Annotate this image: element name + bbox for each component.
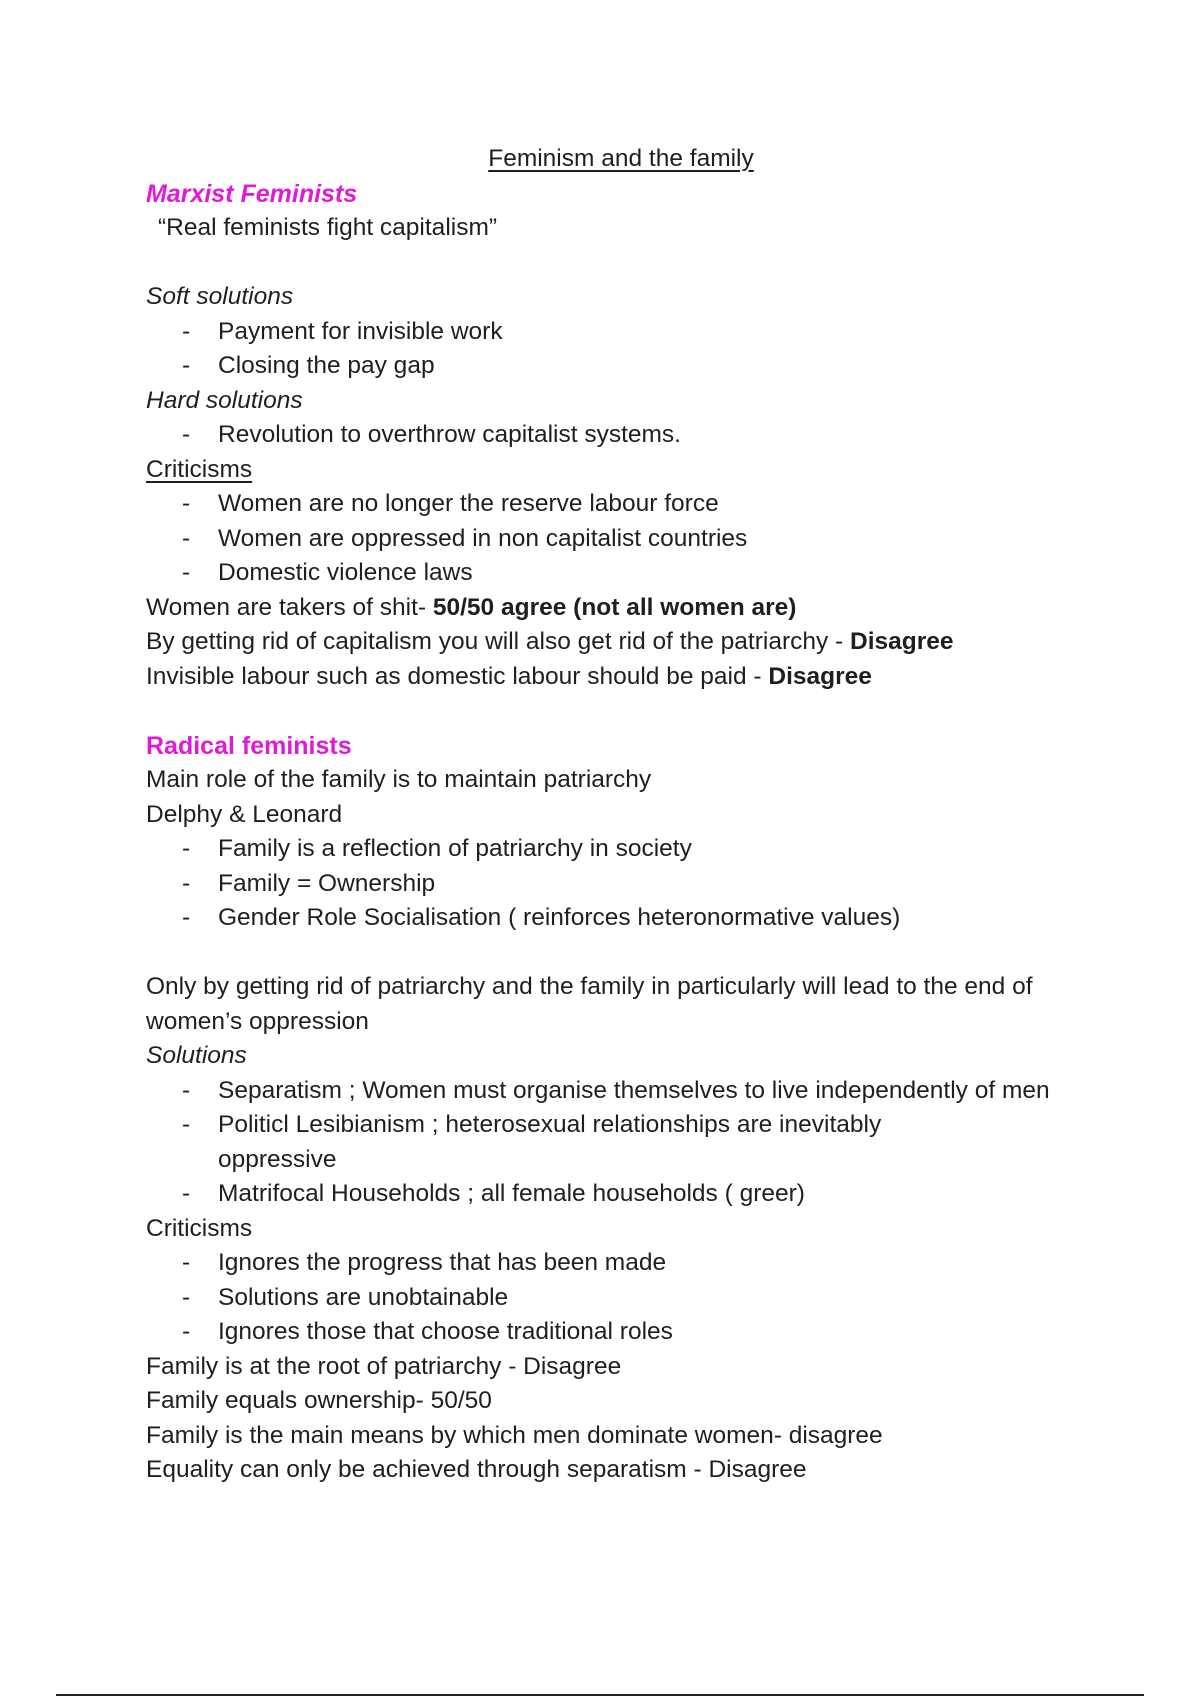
verdict: Disagree [768, 662, 872, 690]
hard-solutions-list [146, 418, 1086, 453]
list-item: - Closing the pay gap [146, 349, 1086, 384]
marxist-evaluation: Invisible labour such as domestic labour should be paid - Disagree [146, 662, 872, 690]
marxist-criticisms-label: Criticisms [146, 455, 253, 483]
marxist-heading: Marxist Feminists [146, 179, 358, 208]
radical-evaluation: Family is at the root of patriarchy - Disagree [146, 1352, 622, 1380]
list-item: - Solutions are unobtainable [146, 1281, 1086, 1316]
hard-solutions-label: Hard solutions [146, 386, 303, 414]
radical-criticisms-list [146, 1246, 1086, 1350]
list-item: - Separatism ; Women must organise themselves to live independently of men [146, 1074, 1066, 1109]
list-item: - Family is a reflection of patriarchy in society [146, 832, 1086, 867]
page-bottom-rule [56, 1694, 1144, 1696]
marxist-criticisms-list [146, 487, 1086, 591]
list-item: - Ignores those that choose traditional roles [146, 1315, 1086, 1350]
radical-main-role: Main role of the family is to maintain patriarchy [146, 766, 652, 793]
soft-solutions-list [146, 315, 1086, 384]
soft-solutions-label: Soft solutions [146, 283, 294, 310]
list-item: - Gender Role Socialisation ( reinforces heteronormative values) [146, 901, 1086, 936]
marxist-evaluation: Women are takers of shit- 50/50 agree (not all women are) [146, 593, 797, 621]
page-title: Feminism and the family [488, 145, 754, 172]
radical-criticisms-label: Criticisms [146, 1214, 253, 1242]
document-body [146, 142, 1086, 1488]
radical-claim: Only by getting rid of patriarchy and the family in particularly will lead to the end of women’s oppression [146, 973, 1033, 1035]
list-item: - Revolution to overthrow capitalist systems. [146, 418, 1086, 453]
radical-theorists: Delphy & Leonard [146, 800, 343, 828]
list-item: - Domestic violence laws [146, 556, 1086, 591]
radical-evaluation: Family equals ownership- 50/50 [146, 1387, 492, 1414]
list-item: - Women are no longer the reserve labour force [146, 487, 1086, 522]
list-item: - Women are oppressed in non capitalist countries [146, 522, 1086, 557]
list-item: - Ignores the progress that has been made [146, 1246, 1086, 1281]
list-item: - Payment for invisible work [146, 315, 1086, 350]
radical-solutions-label: Solutions [146, 1042, 247, 1069]
radical-heading: Radical feminists [146, 731, 352, 760]
marxist-quote: “Real feminists fight capitalism” [158, 214, 498, 241]
list-item: - Politicl Lesibianism ; heterosexual relationships are inevitably oppressive [146, 1108, 1066, 1177]
verdict: 50/50 agree (not all women are) [432, 593, 797, 621]
radical-evaluation: Equality can only be achieved through separatism - Disagree [146, 1456, 807, 1483]
marxist-evaluation: By getting rid of capitalism you will also get rid of the patriarchy - Disagree [146, 628, 954, 655]
list-item: - Family = Ownership [146, 867, 1086, 902]
verdict: Disagree [850, 628, 954, 655]
radical-points-list [146, 832, 1086, 936]
radical-solutions-list [146, 1074, 1066, 1212]
list-item: - Matrifocal Households ; all female households ( greer) [146, 1177, 1066, 1212]
radical-evaluation: Family is the main means by which men dominate women- disagree [146, 1421, 883, 1449]
